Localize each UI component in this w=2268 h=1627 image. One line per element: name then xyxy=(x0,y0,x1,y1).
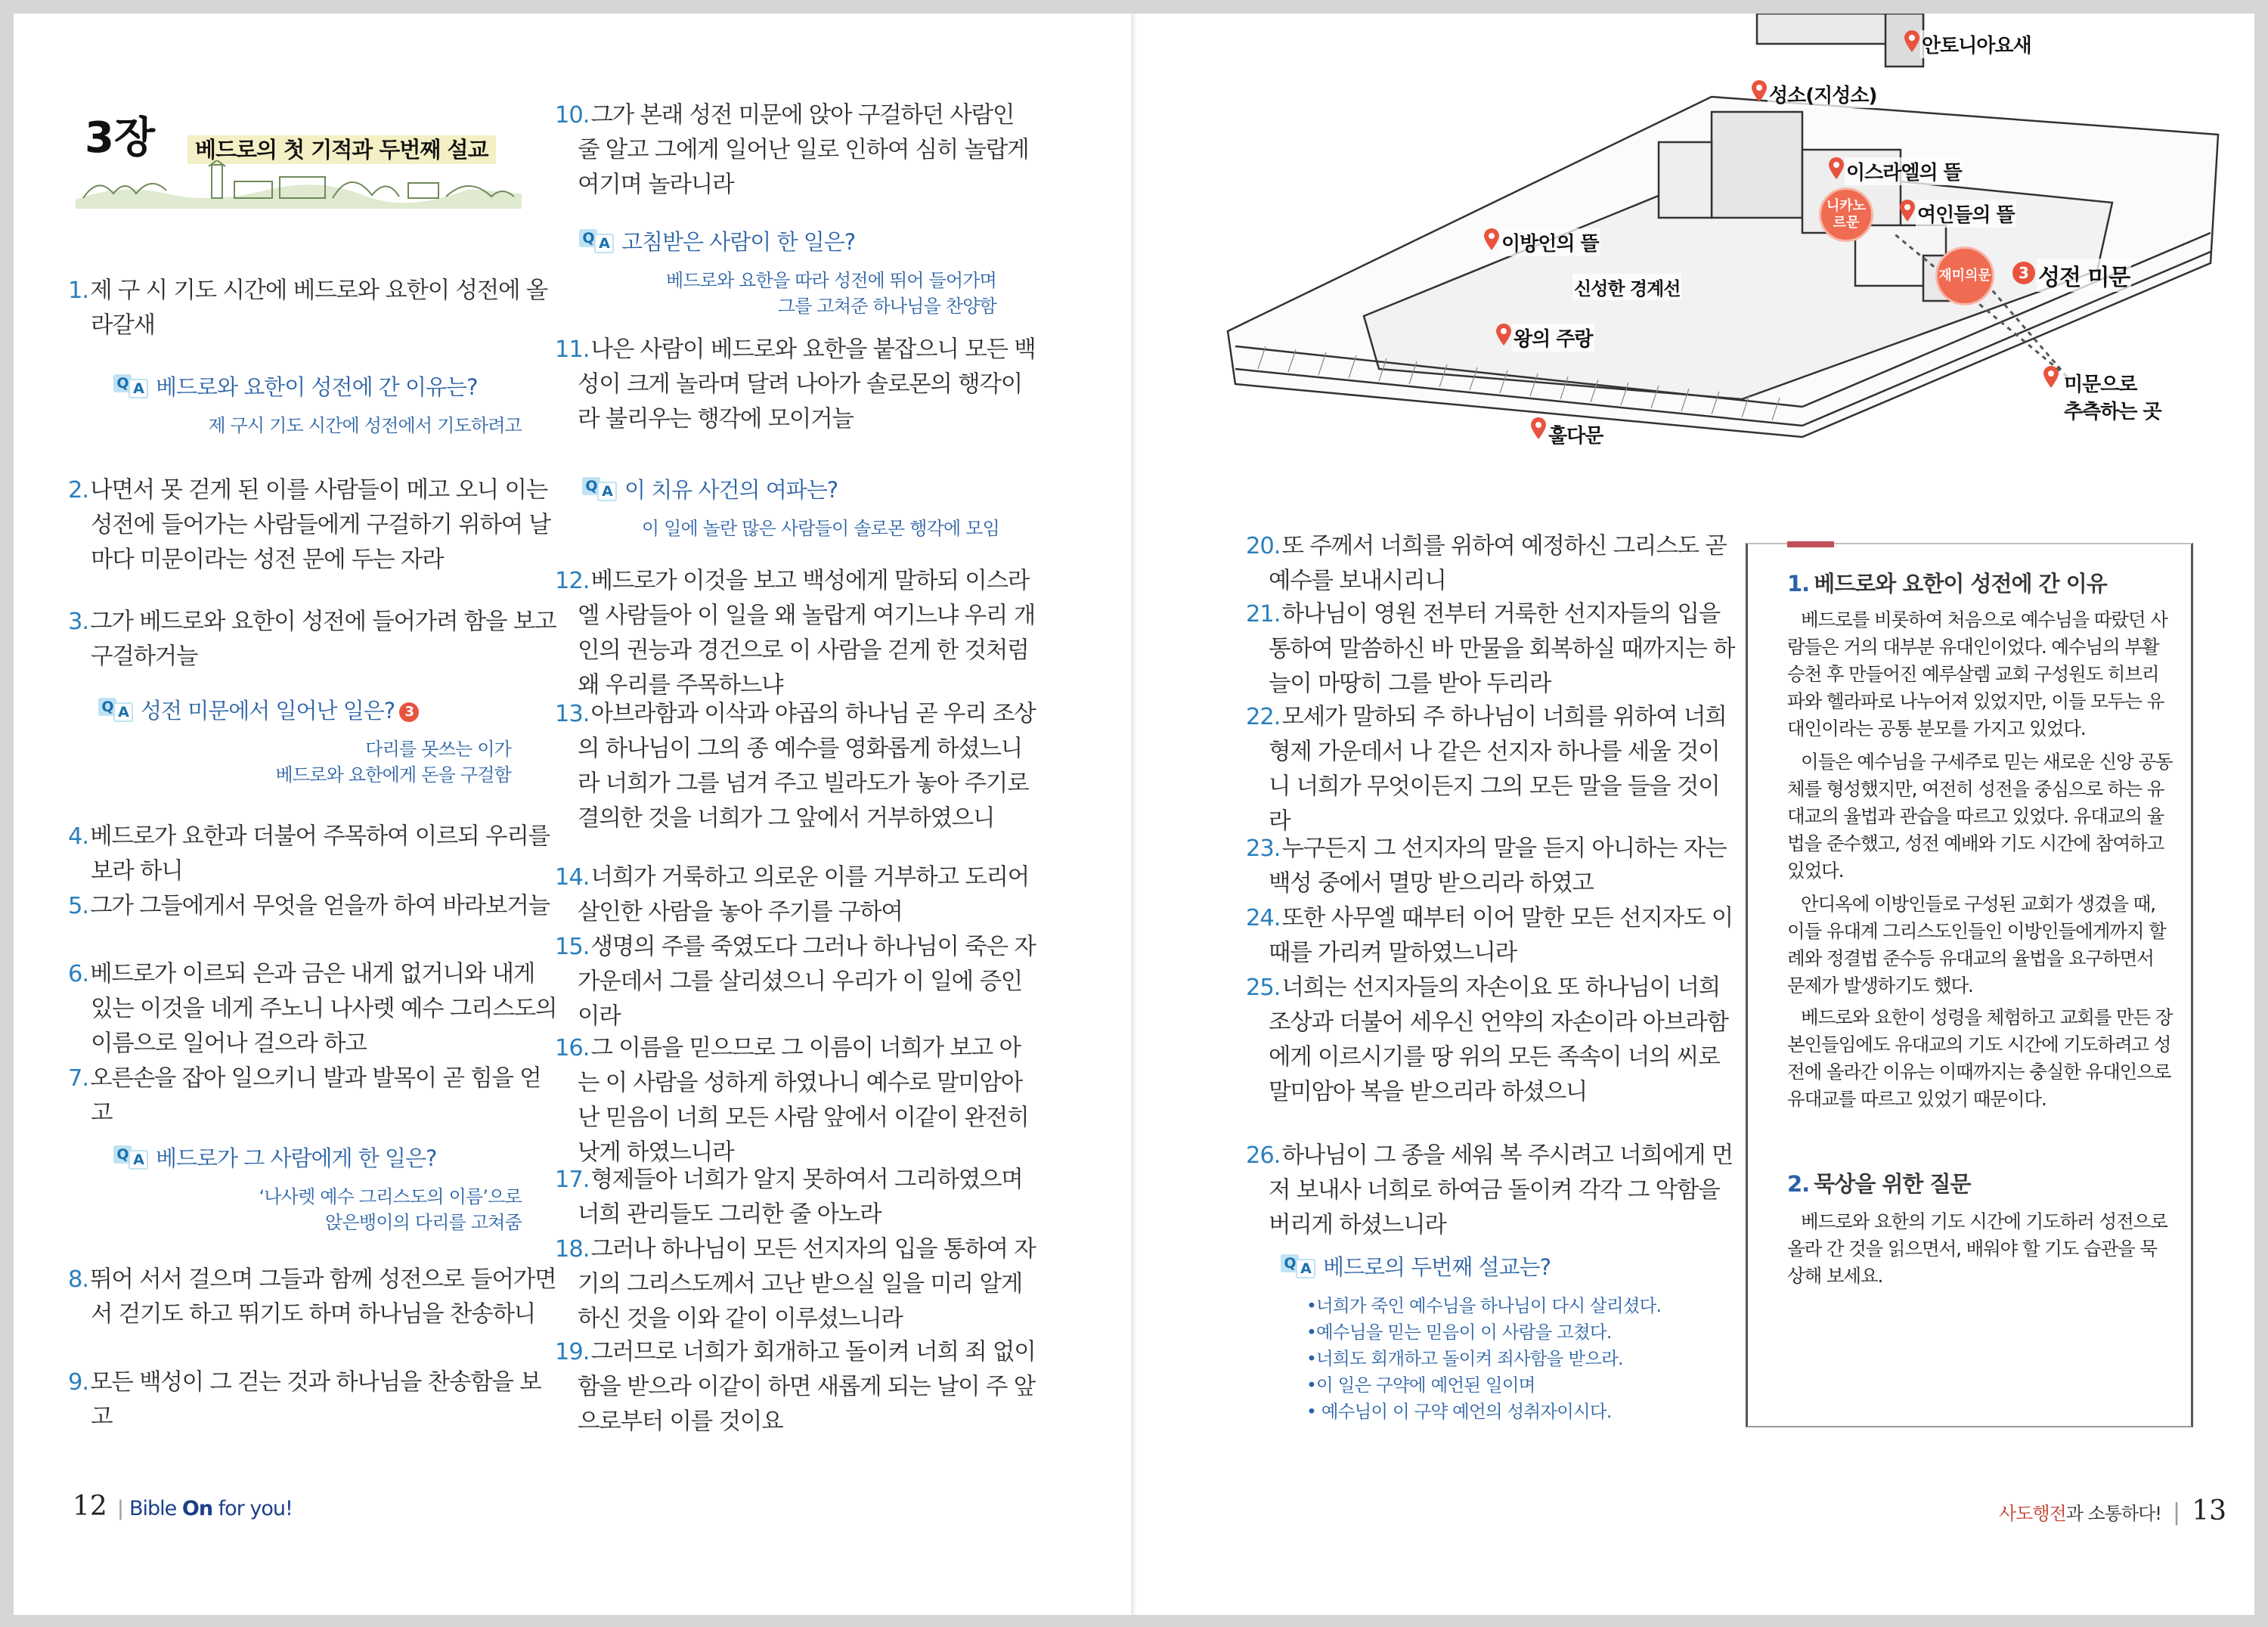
sidebar-paragraph-2: 이들은 예수님을 구세주로 믿는 새로운 신앙 공동체를 형성했지만, 여전히 성전을 중심으로 하는 유대교의 율법과 관습을 따르고 있었다. 유대교의 율법을 준수했고, 성전 예배와 기도 시간에 참여하고 있었다. xyxy=(1787,751,2173,882)
verse xyxy=(555,860,1040,930)
footer-slogan: 과 소통하다! xyxy=(2065,1503,2161,1524)
verse xyxy=(68,605,559,674)
qa-icon xyxy=(579,229,615,252)
map-pin-icon xyxy=(1530,417,1547,440)
sidebar-paragraph-4: 베드로와 요한이 성령을 체험하고 교회를 만든 장본인들임에도 유대교의 기도 시간에 기도하려고 성전에 올라간 이유는 이때까지는 충실한 유대인으로 유대교를 따르고 있었기 때문이다. xyxy=(1787,1006,2173,1110)
verse-number: 9. xyxy=(68,1369,89,1396)
verse xyxy=(68,820,559,889)
verse xyxy=(1246,597,1737,702)
verse-number: 24. xyxy=(1246,905,1281,931)
qa-question-text: 고침받은 사람이 한 일은? xyxy=(621,229,856,255)
qa-answer: 베드로와 요한에게 돈을 구걸함 xyxy=(275,764,511,786)
verse xyxy=(68,889,559,924)
verse-number: 1. xyxy=(68,277,89,304)
qa-question xyxy=(113,370,477,401)
map-pin-icon xyxy=(1483,228,1500,251)
qa-question-text: 베드로의 두번째 설교는? xyxy=(1323,1254,1551,1280)
map-pin-icon xyxy=(1828,157,1845,180)
qa-question-text: 성전 미문에서 일어난 일은? xyxy=(141,698,395,724)
verse xyxy=(555,98,1040,203)
verse xyxy=(68,473,559,578)
map-label-antonia: 안토니아요새 xyxy=(1920,30,2033,58)
qa-icon-q: Q xyxy=(1281,1254,1299,1272)
verse-text: 너희는 선지자들의 자손이요 또 하나님이 너희 조상과 더불어 세우신 언약의 자손이라 아브라함에게 이르시기를 땅 위의 모든 족속이 너의 씨로 말미암아 복을 받으리라 하셨으니 xyxy=(1269,975,1728,1105)
verse-text: 오른손을 잡아 일으키니 발과 발목이 곧 힘을 얻고 xyxy=(90,1065,541,1127)
footer-brand-bible: Bible xyxy=(129,1497,177,1520)
qa-icon-a: A xyxy=(1296,1259,1315,1278)
verse-number: 5. xyxy=(68,893,89,919)
map-label-gentile-court: 이방인의 뜰 xyxy=(1500,228,1600,256)
qa-icon xyxy=(582,477,618,500)
qa-answer: ‘나사렛 예수 그리스도의 이름’으로 xyxy=(259,1186,522,1207)
sidebar-heading-2-num: 2. xyxy=(1787,1171,1810,1197)
map-label-presumed-1: 미문으로 xyxy=(2062,369,2138,397)
verse-number: 19. xyxy=(555,1339,590,1365)
verse-text: 베드로가 이르되 은과 금은 내게 없거니와 내게 있는 이것을 네게 주노니 나사렛 예수 그리스도의 이름으로 일어나 걸으라 하고 xyxy=(90,961,557,1057)
verse-text: 생명의 주를 죽였도다 그러나 하나님이 죽은 자 가운데서 그를 살리셨으니 우리가 이 일에 증인이라 xyxy=(578,934,1036,1030)
map-circle-beautiful-gate: 재미의문 xyxy=(1935,246,1994,305)
qa-answer: 베드로와 요한을 따라 성전에 뛰어 들어가며 xyxy=(665,270,996,291)
sidebar-heading-1-text: 베드로와 요한이 성전에 간 이유 xyxy=(1814,571,2107,597)
footer-brand-on: On xyxy=(181,1497,213,1520)
qa-bullet: •너희도 회개하고 돌이켜 죄사함을 받으라. xyxy=(1306,1348,1623,1369)
verse-text: 또 주께서 너희를 위하여 예정하신 그리스도 곧 예수를 보내시리니 xyxy=(1269,533,1727,594)
qa-icon-a: A xyxy=(594,234,614,253)
verse-text: 그 이름을 믿으므로 그 이름이 너희가 보고 아는 이 사람을 성하게 하였나니 예수로 말미암아 난 믿음이 너희 모든 사람 앞에서 이같이 완전히 낫게 하였느니라 xyxy=(578,1035,1029,1166)
verse-number: 23. xyxy=(1246,835,1281,862)
verse xyxy=(68,1061,559,1131)
verse xyxy=(555,930,1040,1034)
verse-number: 26. xyxy=(1246,1142,1281,1169)
verse xyxy=(1246,971,1737,1110)
verse-number: 7. xyxy=(68,1065,89,1092)
qa-marker: 3 xyxy=(399,702,419,722)
verse-text: 하나님이 그 종을 세워 복 주시려고 너희에게 먼저 보내사 너희로 하여금 돌이켜 각각 그 악함을 버리게 하셨느니라 xyxy=(1269,1142,1733,1238)
qa-question-text: 베드로가 그 사람에게 한 일은? xyxy=(156,1145,437,1171)
verse-text: 베드로가 요한과 더불어 주목하여 이르되 우리를 보라 하니 xyxy=(90,823,550,885)
verse-number: 18. xyxy=(555,1236,590,1263)
map-circle-nicanor: 니카노르문 xyxy=(1819,187,1873,242)
verse xyxy=(68,1263,559,1332)
verse-number: 20. xyxy=(1246,533,1281,559)
qa-bullet: •예수님을 믿는 믿음이 이 사람을 고쳤다. xyxy=(1306,1322,1612,1343)
verse-number: 2. xyxy=(68,477,89,504)
qa-question xyxy=(582,473,838,504)
verse xyxy=(555,1031,1040,1170)
verse xyxy=(555,333,1040,437)
verse xyxy=(68,274,559,343)
page-number-right: 13 xyxy=(2192,1495,2227,1526)
sidebar-heading-2-text: 묵상을 위한 질문 xyxy=(1814,1171,1971,1197)
map-label-huldah: 훌다문 xyxy=(1547,420,1604,448)
right-footer: 사도행전과 소통하다! | 13 xyxy=(1999,1495,2227,1526)
sidebar-tag xyxy=(1787,541,1834,547)
qa-bullet: • 예수님이 이 구약 예언의 성취자이시다. xyxy=(1306,1401,1612,1422)
verse xyxy=(555,697,1040,836)
map-label-sanctuary: 성소(지성소) xyxy=(1768,80,1878,108)
qa-icon xyxy=(1281,1254,1317,1277)
map-label-presumed-2: 추측하는 곳 xyxy=(2062,396,2163,424)
verse xyxy=(1246,901,1737,971)
verse xyxy=(68,957,559,1061)
verse-number: 11. xyxy=(555,336,590,363)
qa-question-text: 이 치유 사건의 여파는? xyxy=(624,477,838,503)
verse xyxy=(1246,832,1737,901)
qa-question xyxy=(113,1142,436,1173)
qa-icon-a: A xyxy=(129,1150,148,1170)
verse-number: 12. xyxy=(555,568,590,594)
qa-answer: 제 구시 기도 시간에 성전에서 기도하려고 xyxy=(208,415,522,436)
footer-book: 사도행전 xyxy=(1999,1503,2066,1524)
verse xyxy=(68,1365,559,1435)
chapter-title: 베드로의 첫 기적과 두번째 설교 xyxy=(187,135,496,164)
footer-brand: | Bible On for you! xyxy=(116,1497,293,1520)
verse-text: 그가 그들에게서 무엇을 얻을까 하여 바라보거늘 xyxy=(90,893,550,919)
verse-text: 그가 본래 성전 미문에 앉아 구걸하던 사람인 줄 알고 그에게 일어난 일로 인하여 심히 놀랍게 여기며 놀라니라 xyxy=(578,102,1029,198)
qa-answer: 다리를 못쓰는 이가 xyxy=(365,739,511,760)
qa-icon-q: Q xyxy=(579,229,597,247)
verse-text: 또한 사무엘 때부터 이어 말한 모든 선지자도 이 때를 가리켜 말하였느니라 xyxy=(1269,905,1733,966)
qa-icon-q: Q xyxy=(113,1145,132,1164)
qa-question xyxy=(579,225,855,256)
qa-icon-a: A xyxy=(129,379,148,398)
qa-icon xyxy=(98,698,135,721)
qa-icon-q: Q xyxy=(98,698,116,716)
qa-answer: 그를 고쳐준 하나님을 찬양함 xyxy=(777,296,996,317)
verse-number: 16. xyxy=(555,1035,590,1061)
map-pin-icon xyxy=(1751,80,1768,103)
verse-text: 너희가 거룩하고 의로운 이를 거부하고 도리어 살인한 사람을 놓아 주기를 구하여 xyxy=(578,864,1029,925)
verse-number: 8. xyxy=(68,1266,89,1293)
sidebar-heading-1-num: 1. xyxy=(1787,571,1810,597)
qa-answer: 앉은뱅이의 다리를 고쳐줌 xyxy=(325,1212,522,1233)
verse xyxy=(1246,529,1737,599)
verse-text: 베드로가 이것을 보고 백성에게 말하되 이스라엘 사람들아 이 일을 왜 놀랍게 여기느냐 우리 개인의 권능과 경건으로 이 사람을 걷게 한 것처럼 왜 우리를 주목하느냐 xyxy=(578,568,1035,699)
verse-text: 그러므로 너희가 회개하고 돌이켜 너희 죄 없이 함을 받으라 이같이 하면 새롭게 되는 날이 주 앞으로부터 이를 것이요 xyxy=(578,1339,1036,1435)
verse-text: 아브라함과 이삭과 야곱의 하나님 곧 우리 조상의 하나님이 그의 종 예수를 영화롭게 하셨느니라 너희가 그를 넘겨 주고 빌라도가 놓아 주기로 결의한 것을 너희가 그 앞에서 거부하였으니 xyxy=(578,701,1036,832)
sidebar-heading-1 xyxy=(1787,567,2165,598)
qa-question-text: 베드로와 요한이 성전에 간 이유는? xyxy=(156,374,478,400)
verse-text: 형제들아 너희가 알지 못하여서 그리하였으며 너희 관리들도 그리한 줄 아노라 xyxy=(578,1167,1023,1228)
verse-number: 25. xyxy=(1246,975,1281,1001)
left-footer xyxy=(73,1491,293,1522)
verse-number: 10. xyxy=(555,102,590,129)
page-number-left: 12 xyxy=(73,1491,107,1522)
qa-icon xyxy=(113,1145,150,1168)
verse xyxy=(555,1335,1040,1440)
map-label-israel-court: 이스라엘의 뜰 xyxy=(1845,157,1963,185)
sidebar-paragraph-1: 베드로를 비롯하여 처음으로 예수님을 따랐던 사람들은 거의 대부분 유대인이었다. 예수님의 부활 승천 후 만들어진 예루살렘 교회 구성원도 히브리파와 헬라파로 나누어져 있었지만, 이들 모두는 유대인이라는 공통 분모를 가지고 있었다. xyxy=(1787,609,2167,739)
verse xyxy=(555,1163,1040,1232)
verse-number: 6. xyxy=(68,961,89,987)
verse-number: 14. xyxy=(555,864,590,891)
verse-text: 그가 베드로와 요한이 성전에 들어가려 함을 보고 구걸하거늘 xyxy=(90,609,556,670)
qa-icon xyxy=(113,374,150,397)
map-label-beautiful-gate: 성전 미문 xyxy=(2037,259,2131,292)
qa-bullet: •이 일은 구약에 예언된 일이며 xyxy=(1306,1374,1535,1396)
verse-text: 모세가 말하되 주 하나님이 너희를 위하여 너희 형제 가운데서 나 같은 선지자 하나를 세울 것이니 너희가 무엇이든지 그의 모든 말을 들을 것이라 xyxy=(1269,704,1727,835)
map-pin-icon xyxy=(1495,324,1512,346)
qa-icon-q: Q xyxy=(582,477,600,495)
verse-text: 제 구 시 기도 시간에 베드로와 요한이 성전에 올라갈새 xyxy=(90,277,548,339)
qa-bullet: •너희가 죽인 예수님을 하나님이 다시 살리셨다. xyxy=(1306,1295,1662,1316)
qa-icon-q: Q xyxy=(113,374,132,392)
sidebar-heading-2 xyxy=(1787,1167,2165,1198)
verse-text: 하나님이 영원 전부터 거룩한 선지자들의 입을 통하여 말씀하신 바 만물을 회복하실 때까지는 하늘이 마땅히 그를 받아 두리라 xyxy=(1269,601,1735,697)
map-pin-icon xyxy=(2043,366,2059,389)
verse-number: 3. xyxy=(68,609,89,635)
verse xyxy=(1246,700,1737,839)
chapter-header xyxy=(85,104,155,165)
verse-number: 22. xyxy=(1246,704,1281,730)
sidebar-paragraph-5: 베드로와 요한의 기도 시간에 기도하러 성전으로 올라 간 것을 읽으면서, 배워야 할 기도 습관을 묵상해 보세요. xyxy=(1787,1210,2167,1287)
qa-question xyxy=(1281,1250,1551,1281)
verse-number: 4. xyxy=(68,823,89,850)
footer-brand-foryou: for you! xyxy=(218,1497,293,1520)
sidebar-box xyxy=(1746,543,2193,1427)
verse-text: 나은 사람이 베드로와 요한을 붙잡으니 모든 백성이 크게 놀라며 달려 나아가 솔로몬의 행각이라 불리우는 행각에 모이거늘 xyxy=(578,336,1036,432)
map-label-sacred-line: 신성한 경계선 xyxy=(1572,274,1681,300)
verse-number: 21. xyxy=(1246,601,1281,628)
verse-text: 그러나 하나님이 모든 선지자의 입을 통하여 자기의 그리스도께서 고난 받으실 일을 미리 알게 하신 것을 이와 같이 이루셨느니라 xyxy=(578,1236,1036,1332)
qa-icon-a: A xyxy=(597,482,617,501)
verse-text: 뛰어 서서 걸으며 그들과 함께 성전으로 들어가면서 걷기도 하고 뛰기도 하며 하나님을 찬송하니 xyxy=(90,1266,556,1328)
qa-question xyxy=(98,694,419,725)
verse-number: 13. xyxy=(555,701,590,727)
chapter-title-wrap xyxy=(187,133,496,164)
map-pin-icon xyxy=(1904,30,1920,53)
verse xyxy=(555,564,1040,703)
chapter-number: 3장 xyxy=(85,113,156,163)
verse-number: 15. xyxy=(555,934,590,960)
village-illustration xyxy=(76,160,522,209)
qa-icon-a: A xyxy=(113,702,133,722)
page-gutter xyxy=(1131,14,1137,1615)
verse-number: 17. xyxy=(555,1167,590,1193)
verse-text: 누구든지 그 선지자의 말을 듣지 아니하는 자는 백성 중에서 멸망 받으리라 하였고 xyxy=(1269,835,1727,897)
map-label-womens-court: 여인들의 뜰 xyxy=(1916,200,2016,228)
verse-text: 나면서 못 걷게 된 이를 사람들이 메고 오니 이는 성전에 들어가는 사람들에게 구걸하기 위하여 날마다 미문이라는 성전 문에 두는 자라 xyxy=(90,477,550,573)
map-label-royal-porch: 왕의 주랑 xyxy=(1512,324,1594,352)
verse-text: 모든 백성이 그 걷는 것과 하나님을 찬송함을 보고 xyxy=(90,1369,541,1430)
sidebar-paragraph-3: 안디옥에 이방인들로 구성된 교회가 생겼을 때, 이들 유대계 그리스도인들인 이방인들에게까지 할례와 정결법 준수등 유대교의 율법을 요구하면서 문제가 발생하기도 했다. xyxy=(1787,893,2166,996)
map-pin-icon xyxy=(1899,200,1916,222)
qa-answer: 이 일에 놀란 많은 사람들이 솔로몬 행각에 모임 xyxy=(641,518,999,539)
map-marker-3: 3 xyxy=(2012,262,2035,284)
verse xyxy=(1246,1139,1737,1243)
verse xyxy=(555,1232,1040,1337)
